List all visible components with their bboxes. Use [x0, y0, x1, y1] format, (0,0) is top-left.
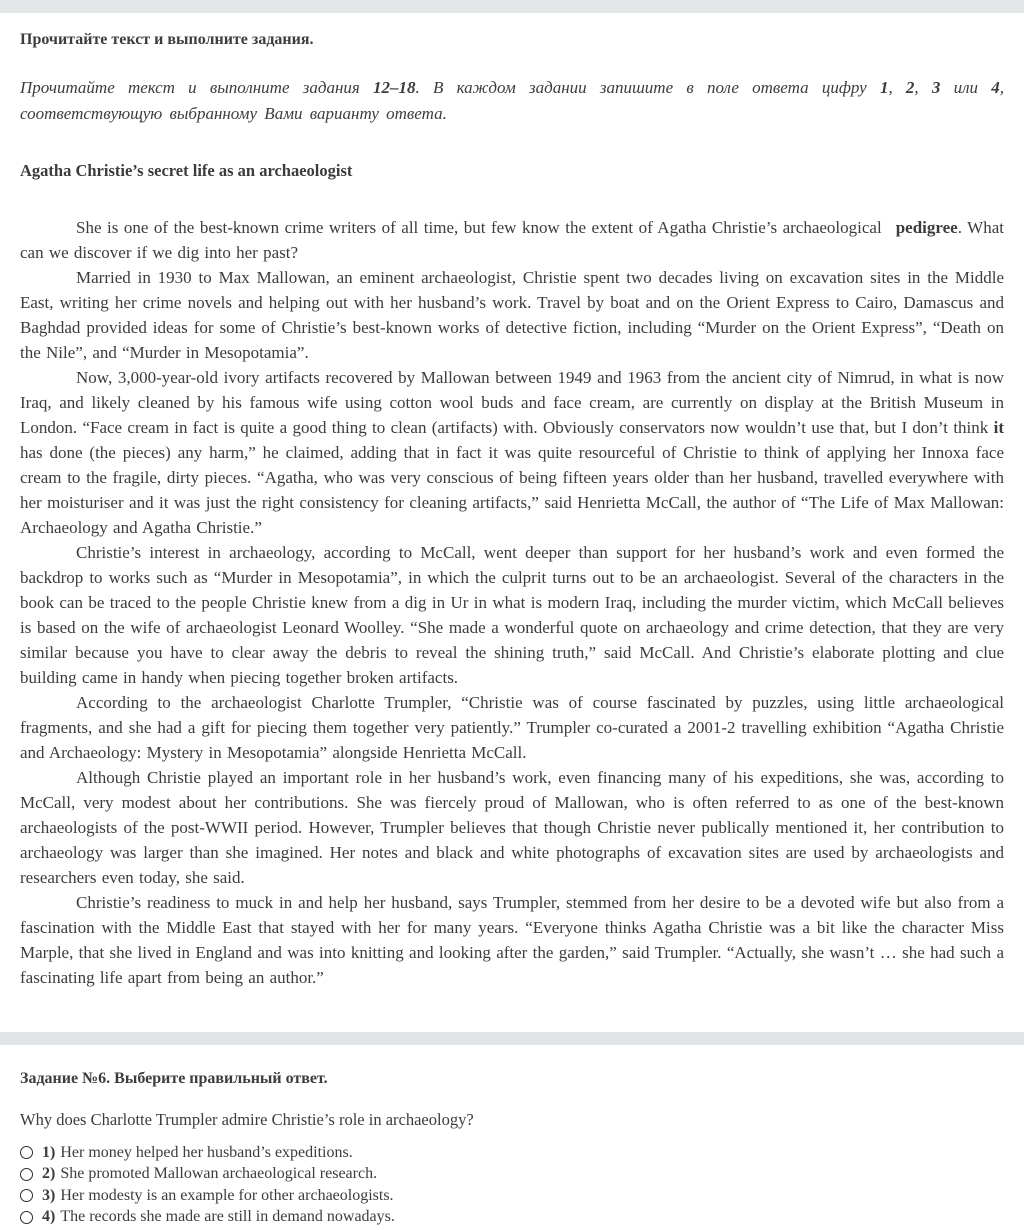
top-bar	[0, 0, 1024, 13]
answer-options	[20, 1142, 1004, 1228]
option-text: She promoted Mallowan archaeological research.	[60, 1165, 378, 1183]
radio-button-icon[interactable]	[20, 1211, 33, 1224]
option-text: Her modesty is an example for other archaeologists.	[60, 1186, 394, 1204]
option-number: 2)	[42, 1165, 56, 1183]
section-divider	[0, 1032, 1024, 1045]
option-text: The records she made are still in demand nowadays.	[60, 1208, 395, 1226]
article-body	[20, 215, 1004, 990]
instructions-heading: Прочитайте текст и выполните задания.	[20, 31, 314, 48]
radio-button-icon[interactable]	[20, 1189, 33, 1202]
article-paragraph: She is one of the best-known crime writers of all time, but few know the extent of Agatha Christie’s archaeological pedigree. What can we discover if we dig into her past?	[20, 218, 1004, 262]
instructions-text: Прочитайте текст и выполните задания 12–18. В каждом задании запишите в поле ответа цифру 1, 2, 3 или 4, соответствующую выбранному Вами варианту ответа.	[20, 78, 1005, 123]
task-section	[0, 1069, 1024, 1228]
option-number: 3)	[42, 1186, 56, 1204]
article-paragraph: Christie’s readiness to muck in and help her husband, says Trumpler, stemmed from her desire to be a devoted wife but also from a fascination with the Middle East that stayed with her for many years. “Everyone thinks Agatha Christie was a bit like the character Miss Marple, that she lived in England and was into knitting and looking after the garden,” said Trumpler. “Actually, she wasn’t … she had such a fascinating life apart from being an author.”	[20, 893, 1004, 987]
article-title: Agatha Christie’s secret life as an archaeologist	[20, 161, 353, 180]
answer-option-4[interactable]	[20, 1207, 1004, 1229]
radio-button-icon[interactable]	[20, 1168, 33, 1181]
radio-button-icon[interactable]	[20, 1146, 33, 1159]
article-paragraph: Although Christie played an important role in her husband’s work, even financing many of his expeditions, she was, according to McCall, very modest about her contributions. She was fiercely proud of Mallowan, who is often referred to as one of the best-known archaeologists of the post-WWII period. However, Trumpler believes that though Christie never publically mentioned it, her contribution to archaeology was larger than she imagined. Her notes and black and white photographs of excavation sites are used by archaeologists and researchers even today, she said.	[20, 768, 1004, 887]
question-text: Why does Charlotte Trumpler admire Christie’s role in archaeology?	[20, 1110, 474, 1129]
article-paragraph: According to the archaeologist Charlotte Trumpler, “Christie was of course fascinated by puzzles, using little archaeological fragments, and she had a gift for piecing them together very patiently.” Trumpler co-curated a 2001-2 travelling exhibition “Agatha Christie and Archaeology: Mystery in Mesopotamia” alongside Henrietta McCall.	[20, 693, 1004, 762]
option-text: Her money helped her husband’s expeditions.	[60, 1143, 353, 1161]
answer-option-3[interactable]	[20, 1185, 1004, 1207]
reading-section	[0, 30, 1024, 990]
option-number: 1)	[42, 1143, 56, 1161]
article-paragraph: Married in 1930 to Max Mallowan, an eminent archaeologist, Christie spent two decades living on excavation sites in the Middle East, writing her crime novels and helping out with her husband’s work. Travel by boat and on the Orient Express to Cairo, Damascus and Baghdad provided ideas for some of Christie’s best-known works of detective fiction, including “Murder on the Orient Express”, “Death on the Nile”, and “Murder in Mesopotamia”.	[20, 268, 1004, 362]
answer-option-2[interactable]	[20, 1164, 1004, 1186]
article-paragraph: Christie’s interest in archaeology, according to McCall, went deeper than support for her husband’s work and even formed the backdrop to works such as “Murder in Mesopotamia”, in which the culprit turns out to be an archaeologist. Several of the characters in the book can be traced to the people Christie knew from a dig in Ur in what is modern Iraq, including the murder victim, which McCall believes is based on the wife of archaeologist Leonard Woolley. “She made a wonderful quote on archaeology and crime detection, that they are very similar because you have to clear away the debris to reveal the shining truth,” said McCall. And Christie’s elaborate plotting and clue building came in handy when piecing together broken artifacts.	[20, 543, 1004, 687]
option-number: 4)	[42, 1208, 56, 1226]
answer-option-1[interactable]	[20, 1142, 1004, 1164]
task-heading: Задание №6. Выберите правильный ответ.	[20, 1070, 328, 1087]
article-paragraph: Now, 3,000-year-old ivory artifacts recovered by Mallowan between 1949 and 1963 from the ancient city of Nimrud, in what is now Iraq, and likely cleaned by his famous wife using cotton wool buds and face cream, are currently on display at the British Museum in London. “Face cream in fact is quite a good thing to clean (artifacts) with. Obviously conservators now wouldn’t use that, but I don’t think it has done (the pieces) any harm,” he claimed, adding that in fact it was quite resourceful of Christie to think of applying her Innoxa face cream to the fragile, dirty pieces. “Agatha, who was very conscious of being fifteen years older than her husband, travelled everywhere with her moisturiser and it was just the right consistency for cleaning artifacts,” said Henrietta McCall, the author of “The Life of Max Mallowan: Archaeology and Agatha Christie.”	[20, 368, 1004, 537]
